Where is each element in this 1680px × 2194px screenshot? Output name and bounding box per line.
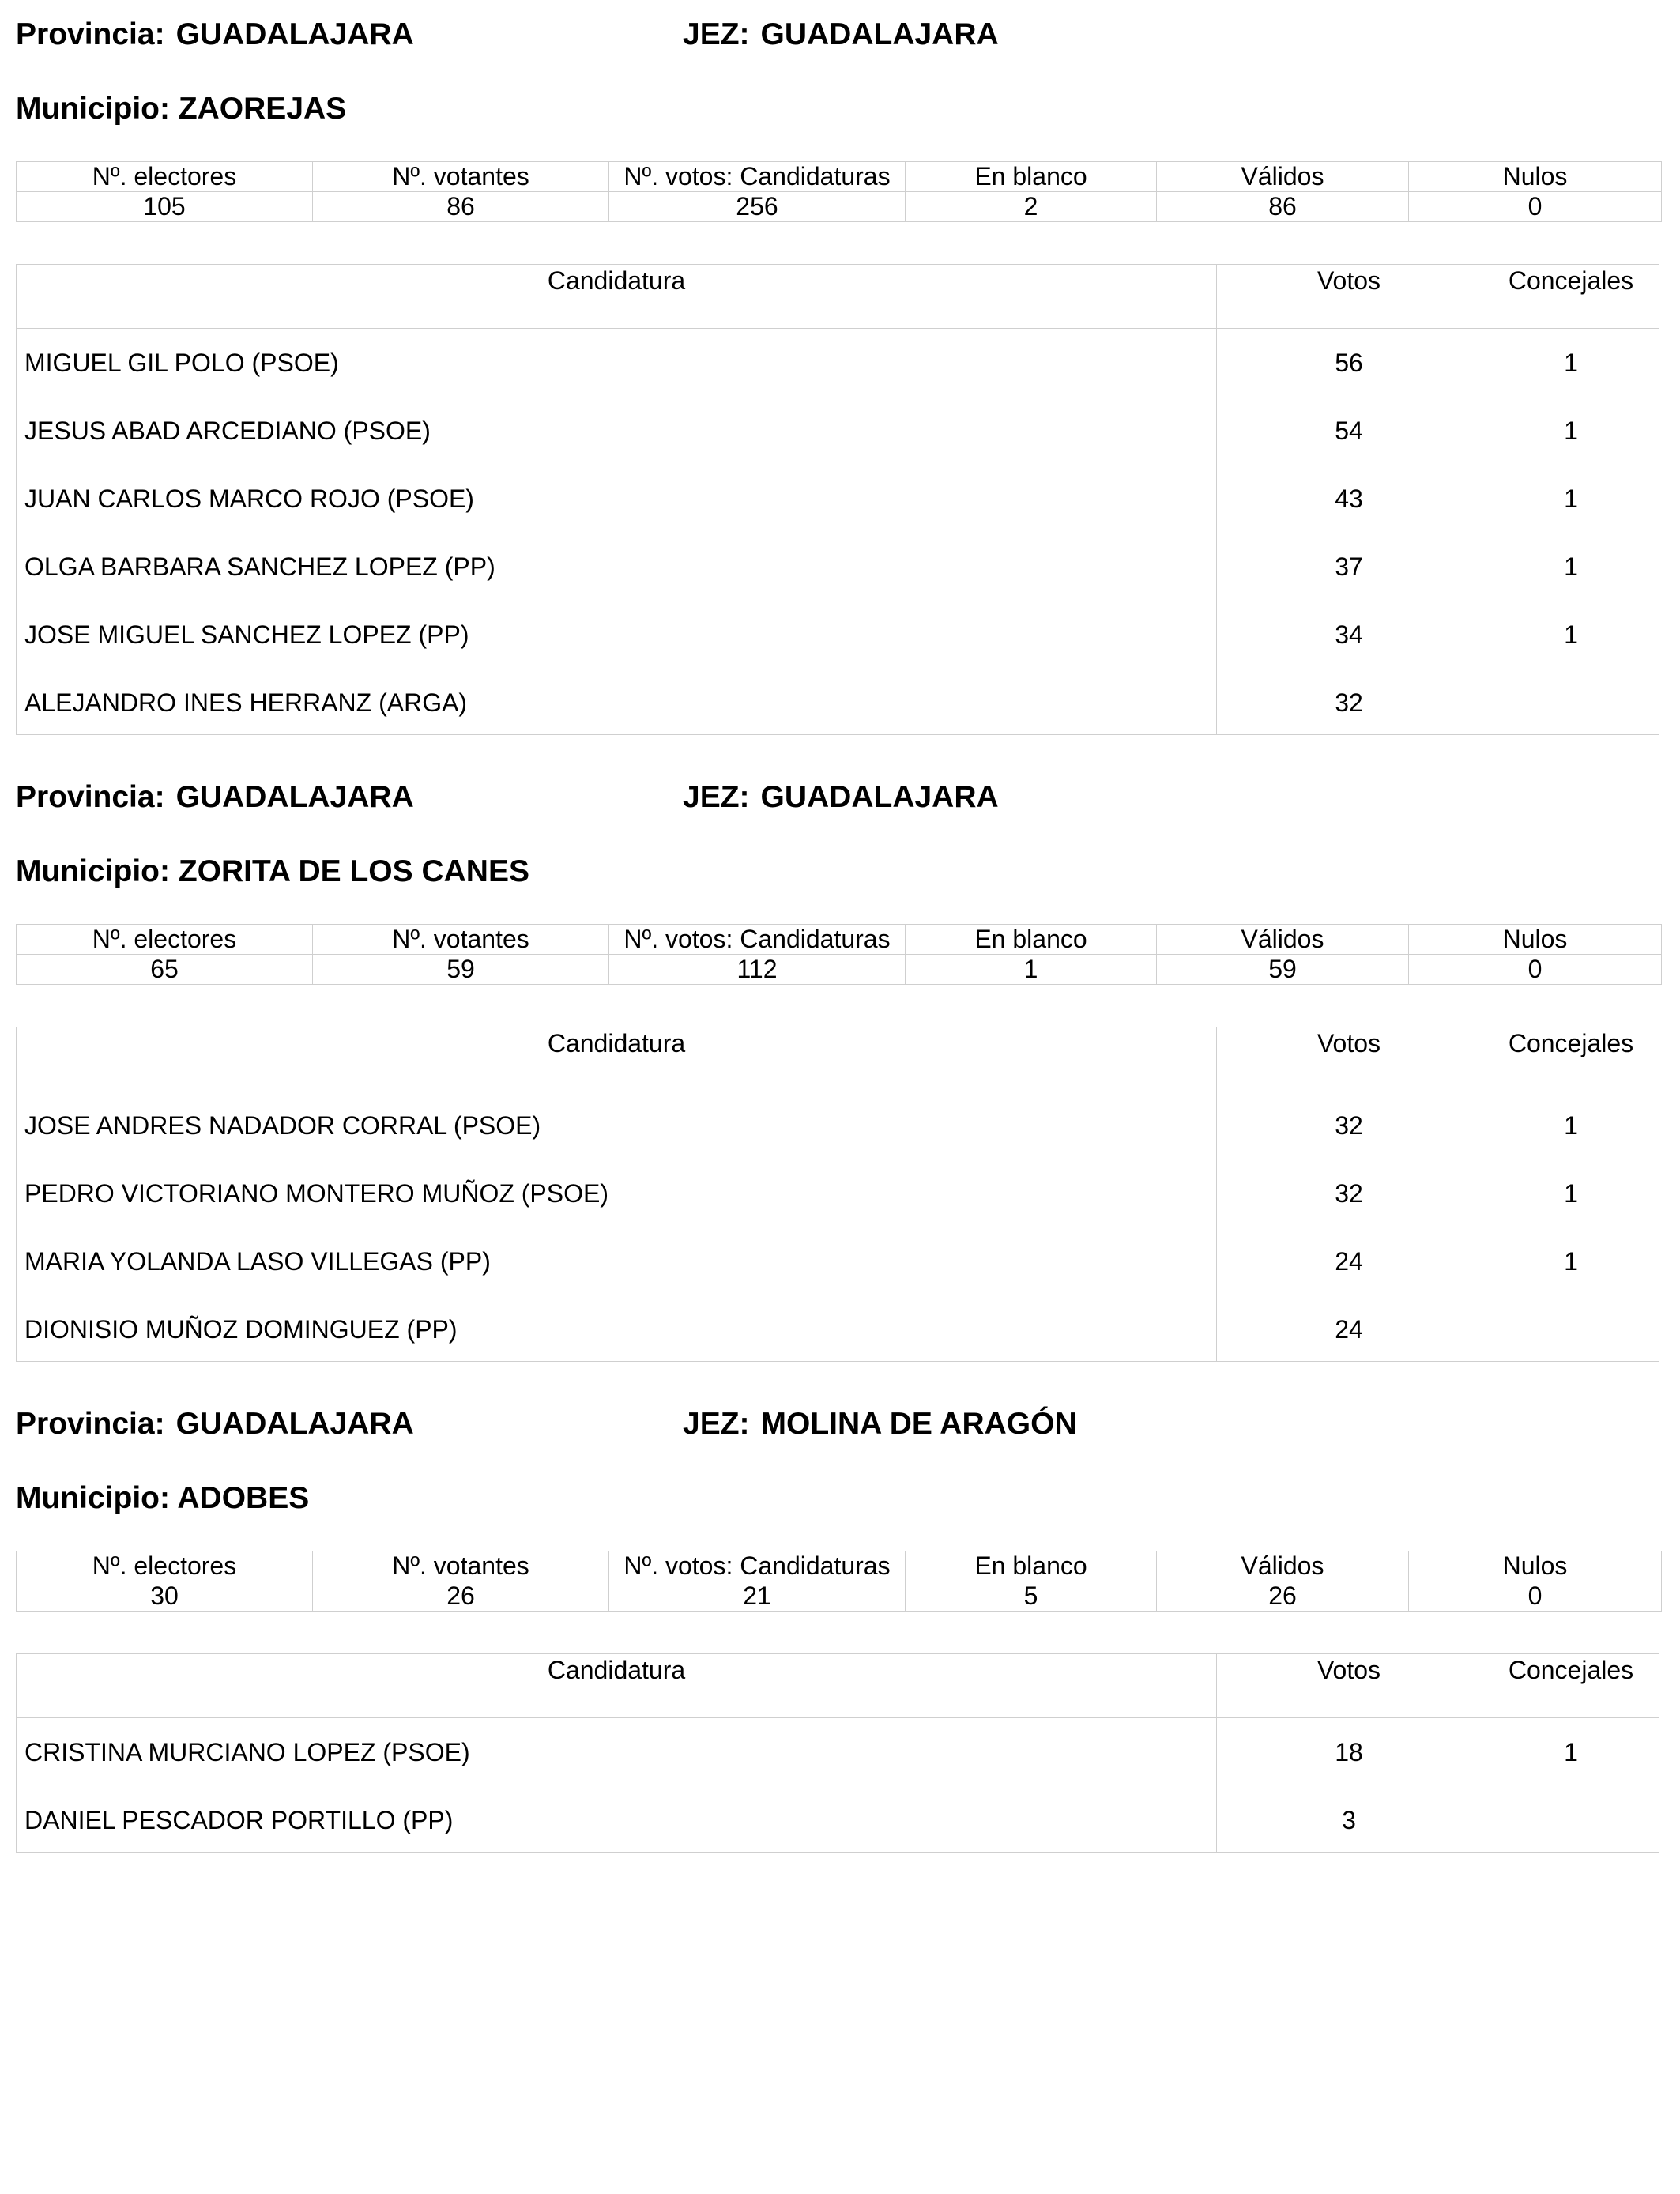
provincia-value: GUADALAJARA	[175, 1407, 414, 1441]
candidate-votos: 32	[1335, 1111, 1363, 1140]
municipio-value: ZAOREJAS	[178, 92, 347, 126]
candidatura-header: Candidatura	[547, 1656, 686, 1684]
stats-value-row	[17, 955, 1662, 985]
municipio-value: ADOBES	[177, 1481, 310, 1515]
stats-votos-candidaturas: 21	[609, 1581, 906, 1612]
municipio-label: Municipio:	[16, 854, 170, 888]
candidate-name: MIGUEL GIL POLO (PSOE)	[24, 349, 339, 377]
candidate-name: ALEJANDRO INES HERRANZ (ARGA)	[24, 688, 468, 717]
candidate-votos: 54	[1335, 417, 1363, 445]
candidate-row	[17, 1159, 1659, 1227]
candidate-votos: 37	[1335, 552, 1363, 581]
stats-votantes: 86	[313, 192, 609, 222]
candidate-concejales: 1	[1564, 1111, 1578, 1140]
stats-table	[16, 161, 1662, 222]
stats-header-validos: Válidos	[1157, 162, 1409, 192]
jez-label: JEZ:	[683, 17, 750, 51]
provincia-heading	[16, 780, 414, 815]
municipio-label: Municipio:	[16, 1481, 170, 1515]
provincia-label: Provincia:	[16, 780, 165, 814]
stats-validos: 59	[1157, 955, 1409, 985]
candidate-concejales: 1	[1564, 1179, 1578, 1208]
concejales-header: Concejales	[1508, 1029, 1634, 1057]
votos-header: Votos	[1317, 1029, 1381, 1057]
candidate-name: JOSE ANDRES NADADOR CORRAL (PSOE)	[24, 1111, 541, 1140]
municipio-heading	[16, 1481, 309, 1516]
stats-validos: 26	[1157, 1581, 1409, 1612]
provincia-value: GUADALAJARA	[175, 17, 414, 51]
candidate-name: JUAN CARLOS MARCO ROJO (PSOE)	[24, 484, 474, 513]
stats-header-nulos: Nulos	[1409, 1551, 1662, 1581]
stats-en-blanco: 1	[906, 955, 1157, 985]
municipio-heading	[16, 92, 346, 126]
candidate-concejales: 1	[1564, 349, 1578, 377]
stats-header-electores: Nº. electores	[17, 1551, 313, 1581]
stats-header-validos: Válidos	[1157, 925, 1409, 955]
candidate-row	[17, 1227, 1659, 1295]
candidate-row	[17, 465, 1659, 533]
candidate-row	[17, 601, 1659, 669]
stats-nulos: 0	[1409, 1581, 1662, 1612]
stats-header-votos-candidaturas: Nº. votos: Candidaturas	[609, 925, 906, 955]
candidate-concejales: 1	[1564, 417, 1578, 445]
candidate-concejales: 1	[1564, 1247, 1578, 1276]
candidate-concejales: 1	[1564, 552, 1578, 581]
provincia-heading	[16, 17, 414, 52]
stats-nulos: 0	[1409, 955, 1662, 985]
stats-header-votantes: Nº. votantes	[313, 925, 609, 955]
stats-header-electores: Nº. electores	[17, 925, 313, 955]
candidate-votos: 3	[1342, 1806, 1356, 1834]
stats-header-validos: Válidos	[1157, 1551, 1409, 1581]
candidatura-header: Candidatura	[547, 266, 686, 295]
candidatura-table	[16, 1027, 1659, 1362]
jez-label: JEZ:	[683, 1407, 750, 1441]
provincia-heading	[16, 1407, 414, 1442]
stats-header-en-blanco: En blanco	[906, 925, 1157, 955]
jez-value: MOLINA DE ARAGÓN	[760, 1407, 1077, 1441]
stats-header-votos-candidaturas: Nº. votos: Candidaturas	[609, 1551, 906, 1581]
stats-votos-candidaturas: 112	[609, 955, 906, 985]
stats-votos-candidaturas: 256	[609, 192, 906, 222]
candidate-votos: 24	[1335, 1315, 1363, 1344]
candidate-name: MARIA YOLANDA LASO VILLEGAS (PP)	[24, 1247, 491, 1276]
candidate-row	[17, 397, 1659, 465]
jez-heading	[683, 17, 999, 52]
jez-heading	[683, 1407, 1077, 1442]
candidate-concejales: 1	[1564, 1738, 1578, 1766]
stats-table	[16, 924, 1662, 985]
candidate-row	[17, 1295, 1659, 1363]
stats-header-row	[17, 925, 1662, 955]
votos-header: Votos	[1317, 1656, 1381, 1684]
concejales-header: Concejales	[1508, 266, 1634, 295]
municipio-value: ZORITA DE LOS CANES	[178, 854, 529, 888]
jez-value: GUADALAJARA	[760, 780, 999, 814]
jez-value: GUADALAJARA	[760, 17, 999, 51]
candidate-row	[17, 533, 1659, 601]
stats-header-electores: Nº. electores	[17, 162, 313, 192]
candidate-votos: 18	[1335, 1738, 1363, 1766]
candidate-name: CRISTINA MURCIANO LOPEZ (PSOE)	[24, 1738, 470, 1766]
stats-nulos: 0	[1409, 192, 1662, 222]
candidate-votos: 56	[1335, 349, 1363, 377]
candidate-name: PEDRO VICTORIANO MONTERO MUÑOZ (PSOE)	[24, 1179, 608, 1208]
candidatura-table	[16, 264, 1659, 735]
stats-electores: 30	[17, 1581, 313, 1612]
candidate-votos: 32	[1335, 1179, 1363, 1208]
jez-heading	[683, 780, 999, 815]
stats-header-row	[17, 162, 1662, 192]
provincia-label: Provincia:	[16, 17, 165, 51]
candidatura-header: Candidatura	[547, 1029, 686, 1057]
candidate-votos: 32	[1335, 688, 1363, 717]
stats-votantes: 59	[313, 955, 609, 985]
candidate-votos: 24	[1335, 1247, 1363, 1276]
votos-header: Votos	[1317, 266, 1381, 295]
candidate-row	[17, 1718, 1659, 1786]
concejales-header: Concejales	[1508, 1656, 1634, 1684]
stats-table	[16, 1551, 1662, 1612]
stats-header-nulos: Nulos	[1409, 162, 1662, 192]
stats-header-votos-candidaturas: Nº. votos: Candidaturas	[609, 162, 906, 192]
jez-label: JEZ:	[683, 780, 750, 814]
candidate-name: DANIEL PESCADOR PORTILLO (PP)	[24, 1806, 454, 1834]
stats-electores: 105	[17, 192, 313, 222]
candidate-votos: 43	[1335, 484, 1363, 513]
candidate-votos: 34	[1335, 620, 1363, 649]
candidate-concejales: 1	[1564, 620, 1578, 649]
candidatura-table	[16, 1653, 1659, 1853]
stats-header-en-blanco: En blanco	[906, 162, 1157, 192]
candidate-row	[17, 1091, 1659, 1159]
municipio-heading	[16, 854, 529, 889]
candidate-concejales: 1	[1564, 484, 1578, 513]
stats-header-en-blanco: En blanco	[906, 1551, 1157, 1581]
stats-electores: 65	[17, 955, 313, 985]
stats-en-blanco: 2	[906, 192, 1157, 222]
candidate-row	[17, 669, 1659, 737]
stats-validos: 86	[1157, 192, 1409, 222]
stats-value-row	[17, 1581, 1662, 1612]
municipio-label: Municipio:	[16, 92, 170, 126]
candidate-name: DIONISIO MUÑOZ DOMINGUEZ (PP)	[24, 1315, 458, 1344]
stats-header-votantes: Nº. votantes	[313, 1551, 609, 1581]
stats-value-row	[17, 192, 1662, 222]
candidate-name: OLGA BARBARA SANCHEZ LOPEZ (PP)	[24, 552, 495, 581]
provincia-value: GUADALAJARA	[175, 780, 414, 814]
candidate-name: JOSE MIGUEL SANCHEZ LOPEZ (PP)	[24, 620, 469, 649]
provincia-label: Provincia:	[16, 1407, 165, 1441]
stats-header-votantes: Nº. votantes	[313, 162, 609, 192]
stats-en-blanco: 5	[906, 1581, 1157, 1612]
stats-header-row	[17, 1551, 1662, 1581]
candidate-row	[17, 329, 1659, 397]
stats-votantes: 26	[313, 1581, 609, 1612]
stats-header-nulos: Nulos	[1409, 925, 1662, 955]
candidate-row	[17, 1786, 1659, 1854]
candidate-name: JESUS ABAD ARCEDIANO (PSOE)	[24, 417, 431, 445]
